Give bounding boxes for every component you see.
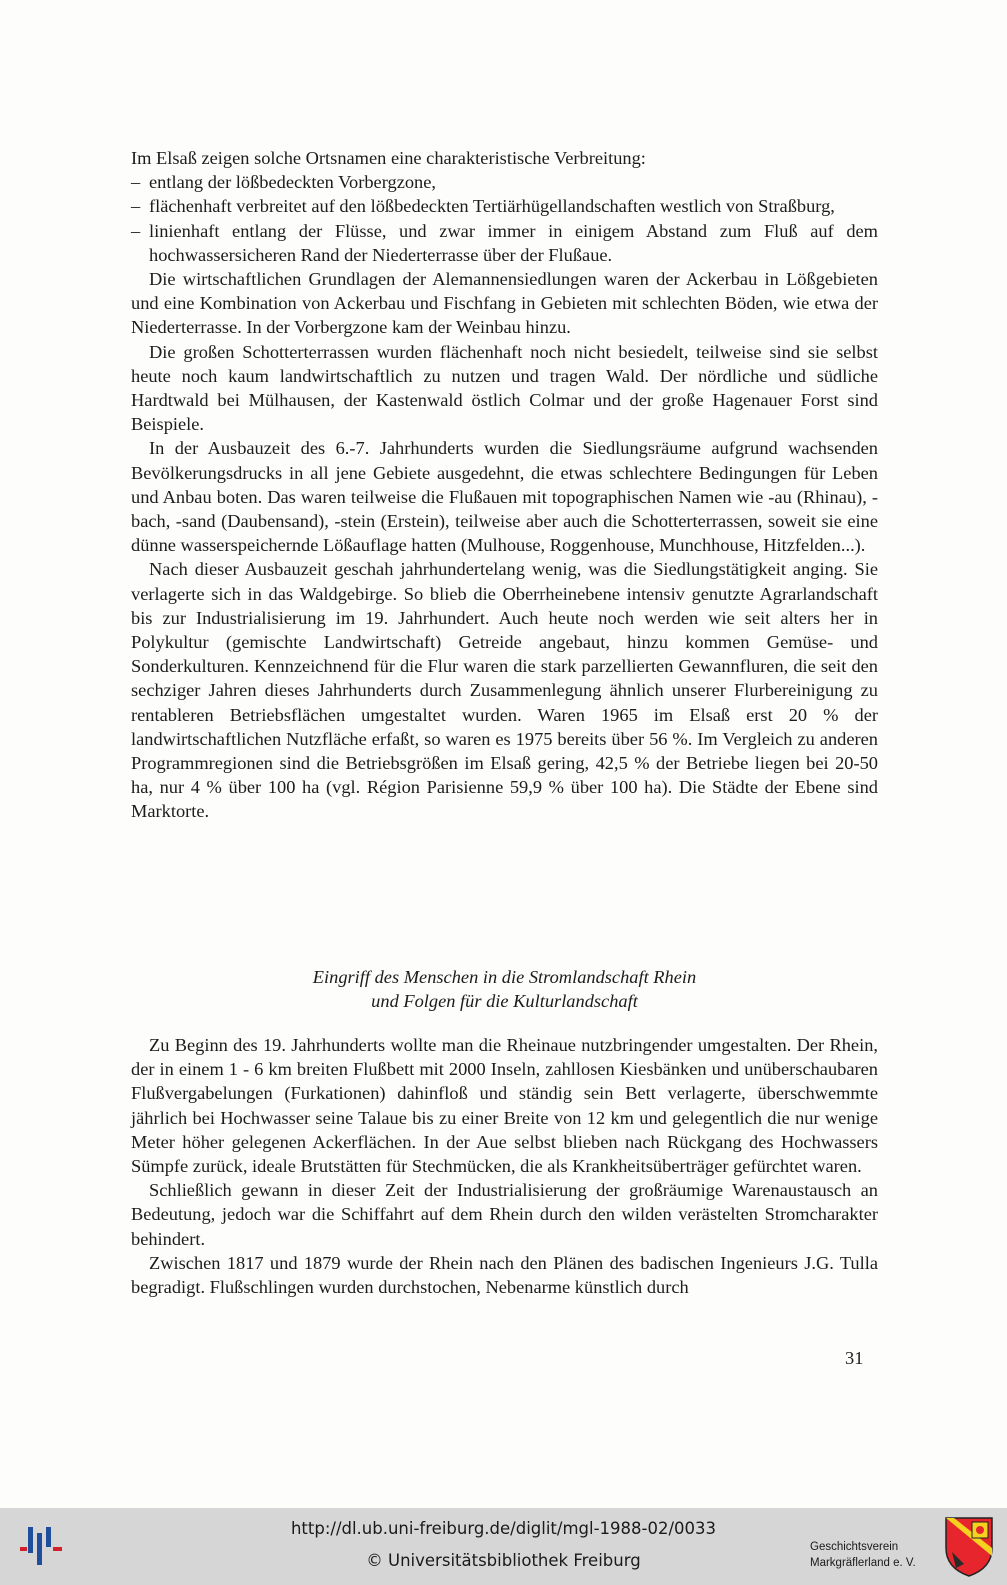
copyright-text: © Universitätsbibliothek Freiburg [366, 1551, 641, 1570]
bullet-item: – entlang der lößbedeckten Vorbergzone, [131, 170, 878, 194]
paragraph: Zu Beginn des 19. Jahrhunderts wollte man die Rheinaue nutzbringender umgestalten. Der Rhein, der in einem 1 - 6 km breiten Flußbett mit 2000 Inseln, zahllosen Kiesbänken und unüberschaubaren Flußvergabelungen (Furkationen) dahinfloß und ständig sein Bett verlagerte, überschwemmte jährlich bei Hochwasser seine Talaue bis zu einer Breite von 12 km und gelegentlich die nur wenige Meter höher gelegenen Ackerflächen. In der Aue selbst blieben nach Rückgang des Hochwassers Sümpfe zurück, ideale Brutstätten für Stechmücken, die als Krankheitsüberträger gefürchtet waren. [131, 1035, 878, 1177]
paragraph: Zwischen 1817 und 1879 wurde der Rhein nach den Plänen des badischen Ingenieurs J.G. Tulla begradigt. Flußschlingen wurden durchstochen, Nebenarme künstlich durch [131, 1252, 878, 1298]
bullet-list [131, 170, 878, 267]
footer-bar [0, 1508, 1007, 1585]
coat-of-arms-icon [944, 1516, 994, 1578]
society-line: Markgräflerland e. V. [810, 1557, 916, 1569]
intro-line: Im Elsaß zeigen solche Ortsnamen eine charakteristische Verbreitung: [131, 148, 646, 168]
document-url-link[interactable]: http://dl.ub.uni-freiburg.de/diglit/mgl-1988-02/0033 [290, 1519, 717, 1538]
paragraph: In der Ausbauzeit des 6.-7. Jahrhunderts wurden die Siedlungsräume aufgrund wachsenden Bevölkerungsdrucks in all jene Gebiete ausgedehnt, die etwas schlechtere Bedingungen für Leben und Anbau boten. Das waren teilweise die Flußauen mit topographischen Namen wie -au (Rhinau), -bach, -sand (Daubensand), -stein (Erstein), teilweise aber auch die Schotterterrassen, soweit sie eine dünne wasserspeichernde Lößauflage hatten (Mulhouse, Roggenhouse, Munchhouse, Hitzfelden...). [131, 438, 878, 556]
section-heading [131, 965, 878, 1013]
bullet-item: – flächenhaft verbreitet auf den lößbedeckten Tertiärhügellandschaften westlich von Straßburg, [131, 194, 878, 218]
society-line: Geschichtsverein [810, 1541, 899, 1553]
paragraph: Nach dieser Ausbauzeit geschah jahrhundertelang wenig, was die Siedlungstätigkeit anging. Sie verlagerte sich in das Waldgebirge. So blieb die Oberrheinebene intensiv genutzte Agrarlandschaft bis zur Industrialisierung im 19. Jahrhundert. Auch heute noch werden wie seit alters her in Polykultur (gemischte Landwirtschaft) Getreide angebaut, hinzu kommen Gemüse- und Sonderkulturen. Kennzeichnend für die Flur waren die stark parzellierten Gewannfluren, die seit den sechziger Jahren dieses Jahrhunderts durch Zusammenlegung ähnlich unserer Flurbereinigung zu rentableren Betriebsflächen umgestaltet wurden. Waren 1965 im Elsaß erst 20 % der landwirtschaftlichen Nutzfläche erfaßt, so waren es 1975 bereits über 56 %. Im Vergleich zu anderen Programmregionen sind die Betriebsgrößen im Elsaß gering, 42,5 % der Betriebe liegen bei 20-50 ha, nur 4 % über 100 ha (vgl. Région Parisienne 59,9 % über 100 ha). Die Städte der Ebene sind Marktorte. [131, 559, 878, 822]
paragraph: Die wirtschaftlichen Grundlagen der Alemannensiedlungen waren der Ackerbau in Lößgebieten und eine Kombination von Ackerbau und Fischfang in Gebieten mit schlechten Böden, wie etwa der Niederterrasse. In der Vorbergzone kam der Weinbau hinzu. [131, 269, 878, 338]
paragraph: Die großen Schotterterrassen wurden flächenhaft noch nicht besiedelt, teilweise sind sie selbst heute noch kaum landwirtschaftlich zu nutzen und tragen Wald. Der nördliche und südliche Hardtwald bei Mülhausen, der Kastenwald östlich Colmar und der große Hagenauer Forst sind Beispiele. [131, 341, 878, 435]
body-text [131, 146, 878, 824]
paragraph: Schließlich gewann in dieser Zeit der Industrialisierung der großräumige Warenaustausch an Bedeutung, jedoch war die Schiffahrt auf dem Rhein durch den wilden verästelten Stromcharakter behindert. [131, 1180, 878, 1249]
heading-line: Eingriff des Menschen in die Stromlandschaft Rhein [312, 967, 697, 987]
society-name [810, 1539, 916, 1571]
heading-line: und Folgen für die Kulturlandschaft [371, 991, 638, 1011]
page-number: 31 [845, 1348, 864, 1368]
bullet-item: – linienhaft entlang der Flüsse, und zwar immer in einigem Abstand zum Fluß auf dem hochwassersicheren Rand der Niederterrasse über der Flußaue. [131, 219, 878, 267]
section-body [131, 1033, 878, 1299]
